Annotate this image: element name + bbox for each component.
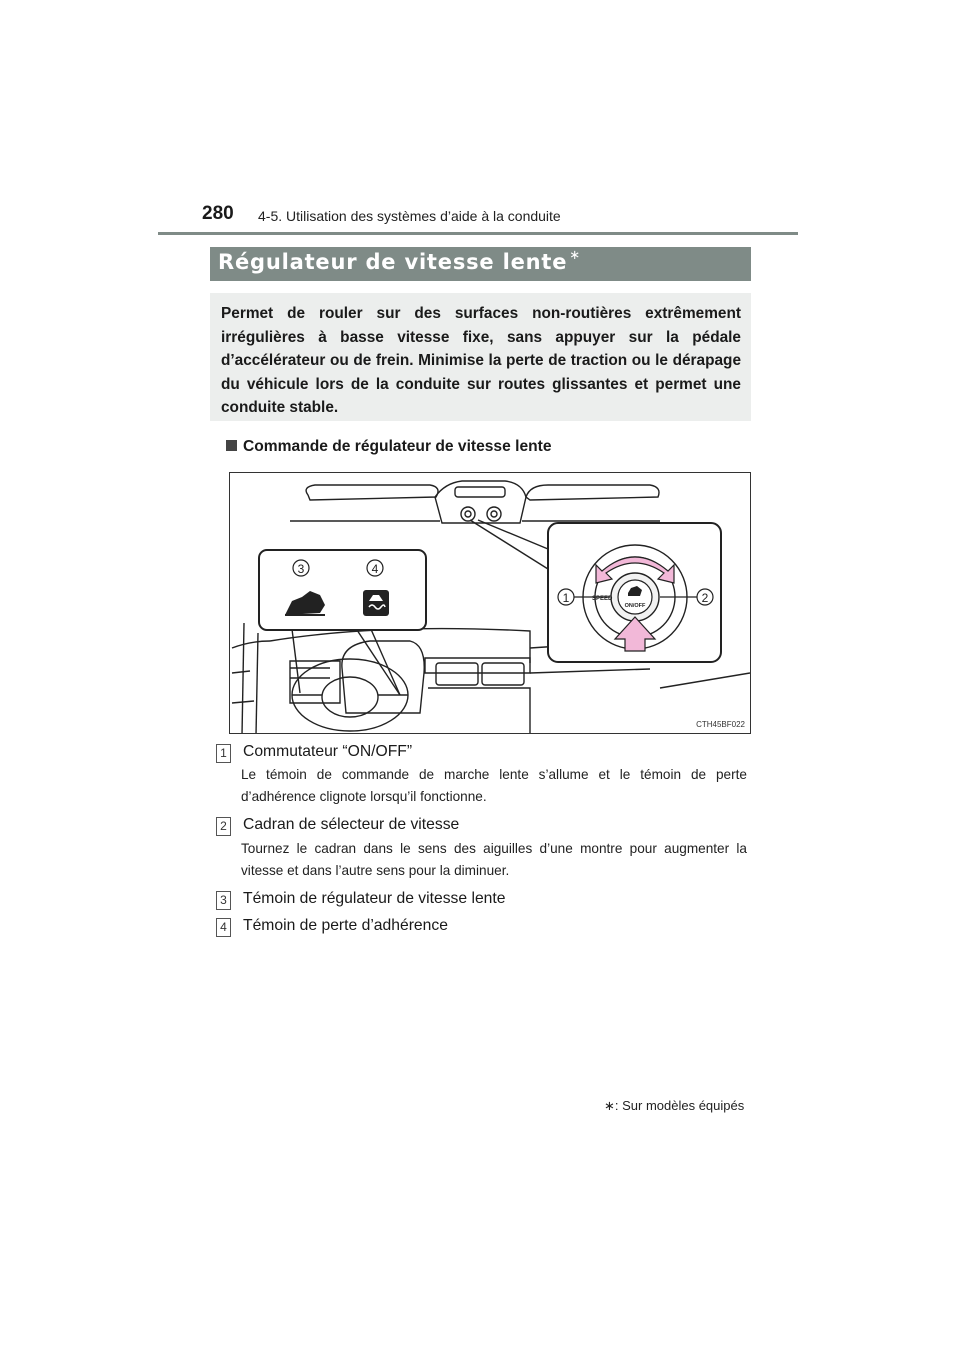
section-title	[218, 250, 579, 274]
section-banner	[210, 247, 751, 281]
subheading	[226, 438, 552, 456]
callout-2: 2	[701, 591, 709, 605]
intro-box	[210, 293, 751, 421]
item-title: Témoin de perte d’adhérence	[243, 917, 448, 934]
item-number-badge: 3	[216, 891, 231, 910]
footnote: ∗: Sur modèles équipés	[604, 1098, 745, 1113]
section-title-text: Régulateur de vitesse lente	[218, 250, 568, 274]
slip-indicator-icon	[363, 590, 389, 616]
onoff-label: ON/OFF	[624, 603, 646, 609]
subheading-text: Commande de régulateur de vitesse lente	[243, 438, 552, 455]
callout-3: 3	[297, 562, 305, 576]
item-description: Tournez le cadran dans le sens des aiguilles d’une montre pour augmenter la vitesse et dans l’autre sens pour la diminuer.	[241, 841, 747, 878]
header-rule	[158, 232, 798, 235]
dashboard-illustration	[230, 473, 751, 734]
figure-code: CTH45BF022	[696, 720, 745, 729]
callout-4: 4	[371, 562, 379, 576]
chapter-title: 4-5. Utilisation des systèmes d’aide à la conduite	[258, 208, 561, 224]
item-number-badge: 4	[216, 918, 231, 937]
callout-1: 1	[562, 591, 570, 605]
item-title: Cadran de sélecteur de vitesse	[243, 816, 460, 833]
intro-text: Permet de rouler sur des surfaces non-routières extrêmement irrégulières à basse vitesse fixe, sans appuyer sur la pédale d’accélérateur ou de frein. Minimise la perte de traction ou le dérapage du véhicule lors de la conduite sur routes glissantes et permet une conduite stable.	[221, 305, 741, 416]
item-number-badge: 1	[216, 744, 231, 763]
dashboard-figure	[229, 472, 751, 734]
item-description: Le témoin de commande de marche lente s’allume et le témoin de perte d’adhérence clignote lorsqu’il fonctionne.	[241, 767, 747, 804]
item-title: Commutateur “ON/OFF”	[243, 743, 413, 760]
square-bullet-icon	[226, 440, 237, 451]
section-title-mark: ∗	[569, 248, 581, 263]
page-number: 280	[202, 203, 234, 224]
item-number-badge: 2	[216, 817, 231, 836]
speed-label: SPEED	[592, 596, 613, 602]
item-title: Témoin de régulateur de vitesse lente	[243, 890, 506, 907]
